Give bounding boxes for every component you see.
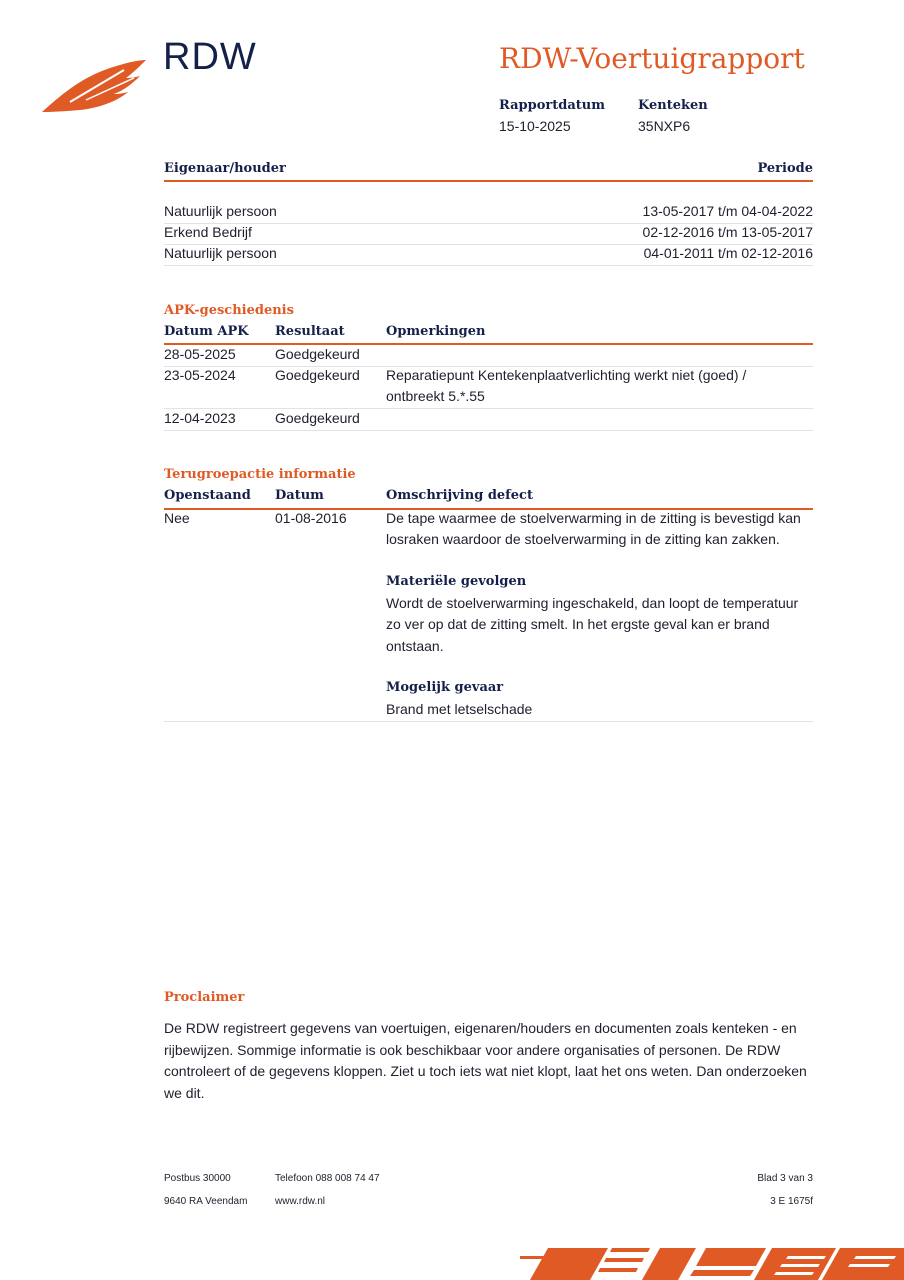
footer-address-line-1: Postbus 30000 [164,1173,231,1184]
recall-date-column-header: Datum [275,488,324,503]
plate-label: Kenteken [638,98,708,113]
page-title: RDW-Voertuigrapport [499,42,805,75]
apk-date-column-header: Datum APK [164,324,249,339]
owner-row-1-owner: Natuurlijk persoon [164,203,277,219]
report-date-label: Rapportdatum [499,98,605,113]
owner-column-header: Eigenaar/houder [164,161,286,176]
apk-row-2-date: 23-05-2024 [164,367,236,383]
recall-section-title: Terugroepactie informatie [164,467,356,482]
report-date-value: 15-10-2025 [499,118,571,134]
consequences-line-3: ontstaan. [386,638,444,654]
proclaimer-title: Proclaimer [164,990,245,1005]
rdw-logo-icon [40,56,148,114]
consequences-line-2: zo ver op dat de zitting smelt. In het ergste geval kan er brand [386,616,770,632]
footer-page-number: Blad 3 van 3 [757,1173,813,1184]
row-divider [164,265,813,266]
consequences-line-1: Wordt de stoelverwarming ingeschakeld, dan loopt de temperatuur [386,595,799,611]
apk-row-2-remarks-line-2: ontbreekt 5.*.55 [386,388,485,404]
recall-open-column-header: Openstaand [164,488,251,503]
proclaimer-line-2: rijbewijzen. Sommige informatie is ook beschikbaar voor andere organisaties of personen. De RDW [164,1042,781,1058]
recall-description-line-1: De tape waarmee de stoelverwarming in de zitting is bevestigd kan [386,510,801,526]
apk-row-1-result: Goedgekeurd [275,346,360,362]
decorative-stripes-graphic [520,1244,904,1280]
apk-row-2-result: Goedgekeurd [275,367,360,383]
owner-row-2-period: 02-12-2016 t/m 13-05-2017 [642,224,813,240]
footer-document-code: 3 E 1675f [770,1196,813,1207]
owner-row-3-period: 04-01-2011 t/m 02-12-2016 [643,245,813,261]
recall-open-value: Nee [164,510,190,526]
recall-description-column-header: Omschrijving defect [386,488,533,503]
proclaimer-line-3: controleert of de gegevens kloppen. Ziet u toch iets wat niet klopt, laat het ons weten. Dan onderzoeken [164,1063,807,1079]
owners-header-rule [164,180,813,182]
recall-description-line-2: losraken waardoor de stoelverwarming in de zitting kan zakken. [386,531,780,547]
apk-header-rule [164,343,813,345]
owner-row-2-owner: Erkend Bedrijf [164,224,252,240]
apk-row-1-date: 28-05-2025 [164,346,236,362]
footer-phone: Telefoon 088 008 74 47 [275,1173,380,1184]
plate-value: 35NXP6 [638,118,691,134]
proclaimer-line-4: we dit. [164,1085,205,1101]
row-divider [164,408,813,409]
consequences-label: Materiële gevolgen [386,574,527,589]
apk-row-2-remarks-line-1: Reparatiepunt Kentekenplaatverlichting werkt niet (goed) / [386,367,747,383]
owner-row-1-period: 13-05-2017 t/m 04-04-2022 [642,203,813,219]
danger-label: Mogelijk gevaar [386,680,504,695]
apk-row-3-date: 12-04-2023 [164,410,236,426]
recall-date-value: 01-08-2016 [275,510,347,526]
apk-row-3-result: Goedgekeurd [275,410,360,426]
owner-row-3-owner: Natuurlijk persoon [164,245,277,261]
row-divider [164,430,813,431]
period-column-header: Periode [757,161,813,176]
logo-text: RDW [163,36,257,78]
apk-section-title: APK-geschiedenis [164,303,294,318]
row-divider [164,721,813,722]
apk-result-column-header: Resultaat [275,324,345,339]
footer-website-link[interactable]: www.rdw.nl [275,1196,326,1207]
proclaimer-line-1: De RDW registreert gegevens van voertuigen, eigenaren/houders en documenten zoals kenteken - en [164,1020,797,1036]
danger-value: Brand met letselschade [386,701,533,717]
apk-remarks-column-header: Opmerkingen [386,324,486,339]
footer-address-line-2: 9640 RA Veendam [164,1196,248,1207]
